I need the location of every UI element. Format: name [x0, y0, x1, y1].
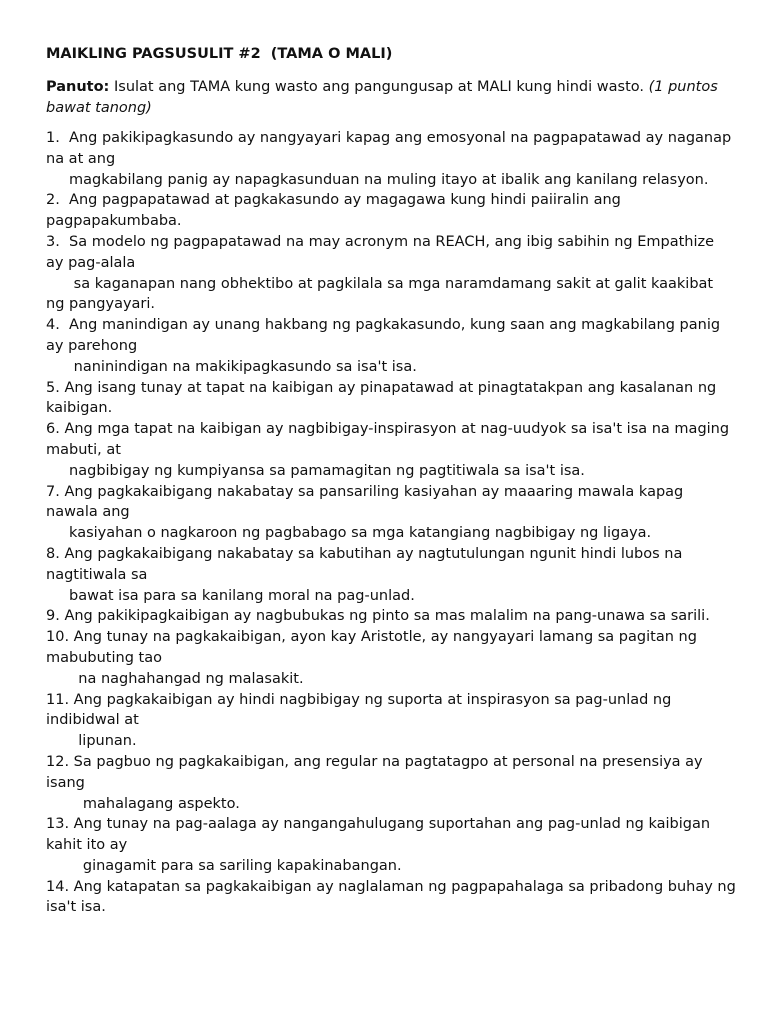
- question-text: 9. Ang pakikipagkaibigan ay nagbubukas ng pinto sa mas malalim na pang-unawa sa sarili.: [46, 608, 710, 625]
- question-text-continuation: ginagamit para sa sariling kapakinabangan.: [46, 857, 402, 874]
- question-item: [46, 752, 736, 814]
- quiz-title: MAIKLING PAGSUSULIT #2 (TAMA O MALI): [46, 46, 393, 62]
- question-text-continuation: lipunan.: [46, 733, 137, 750]
- question-text-continuation: naninindigan na makikipagkasundo sa isa't isa.: [46, 358, 417, 375]
- question-text: 8. Ang pagkakaibigang nakabatay sa kabutihan ay nagtutulungan ngunit hindi lubos na nagtitiwala sa: [46, 545, 687, 583]
- question-text-continuation: na naghahangad ng malasakit.: [46, 670, 304, 687]
- question-item: [46, 190, 736, 232]
- question-text: 3. Sa modelo ng pagpapatawad na may acronym na REACH, ang ibig sabihin ng Empathize ay pag-alala: [46, 233, 719, 271]
- question-text: 11. Ang pagkakaibigan ay hindi nagbibigay ng suporta at inspirasyon sa pag-unlad ng indibidwal at: [46, 691, 676, 729]
- instructions: [46, 77, 736, 119]
- question-item: [46, 419, 736, 481]
- question-item: [46, 606, 736, 627]
- question-item: [46, 877, 741, 919]
- question-item: [46, 814, 736, 876]
- question-text: 7. Ang pagkakaibigang nakabatay sa pansariling kasiyahan ay maaaring mawala kapag nawala ang: [46, 483, 688, 521]
- question-text-continuation: kasiyahan o nagkaroon ng pagbabago sa mga katangiang nagbibigay ng ligaya.: [46, 525, 652, 542]
- question-list: [46, 128, 741, 918]
- instructions-label: Panuto:: [46, 79, 110, 95]
- question-text: 5. Ang isang tunay at tapat na kaibigan ay pinapatawad at pinagtatakpan ang kasalanan ng kaibigan.: [46, 379, 721, 417]
- quiz-page: [46, 44, 741, 918]
- question-item: [46, 482, 736, 544]
- question-text: 1. Ang pakikipagkasundo ay nangyayari kapag ang emosyonal na pagpapatawad ay naganap na at ang: [46, 130, 736, 167]
- points-note: (1 puntos bawat tanong): [46, 79, 718, 116]
- question-item: [46, 627, 736, 689]
- question-text: 13. Ang tunay na pag-aalaga ay nangangahulugang suportahan ang pag-unlad ng kaibigan kahit ito ay: [46, 816, 715, 854]
- question-text: 6. Ang mga tapat na kaibigan ay nagbibigay-inspirasyon at nag-uudyok sa isa't isa na maging mabuti, at: [46, 421, 734, 458]
- question-item: [46, 315, 736, 377]
- question-text-continuation: nagbibigay ng kumpiyansa sa pamamagitan ng pagtitiwala sa isa't isa.: [46, 462, 585, 479]
- question-text: 12. Sa pagbuo ng pagkakaibigan, ang regular na pagtatagpo at personal na presensiya ay isang: [46, 753, 708, 791]
- question-text-continuation: sa kaganapan nang obhektibo at pagkilala sa mga naramdamang sakit at galit kaakibat ng pangyayari.: [46, 275, 718, 313]
- instructions-text: Isulat ang TAMA kung wasto ang pangungusap at MALI kung hindi wasto.: [113, 79, 644, 95]
- question-item: [46, 232, 736, 315]
- question-text: 4. Ang manindigan ay unang hakbang ng pagkakasundo, kung saan ang magkabilang panig ay parehong: [46, 317, 725, 354]
- question-text-continuation: bawat isa para sa kanilang moral na pag-unlad.: [46, 587, 415, 604]
- question-text-continuation: mahalagang aspekto.: [46, 795, 240, 812]
- question-item: [46, 378, 736, 420]
- question-item: [46, 690, 736, 752]
- question-text: 10. Ang tunay na pagkakaibigan, ayon kay Aristotle, ay nangyayari lamang sa pagitan ng mabubuting tao: [46, 629, 702, 666]
- question-text: 14. Ang katapatan sa pagkakaibigan ay naglalaman ng pagpapahalaga sa pribadong buhay ng isa't isa.: [46, 878, 741, 916]
- question-item: [46, 544, 736, 606]
- question-text: 2. Ang pagpapatawad at pagkakasundo ay magagawa kung hindi paiiralin ang pagpapakumbaba.: [46, 192, 626, 230]
- question-item: [46, 128, 736, 190]
- question-text-continuation: magkabilang panig ay napagkasunduan na muling itayo at ibalik ang kanilang relasyon.: [46, 171, 709, 188]
